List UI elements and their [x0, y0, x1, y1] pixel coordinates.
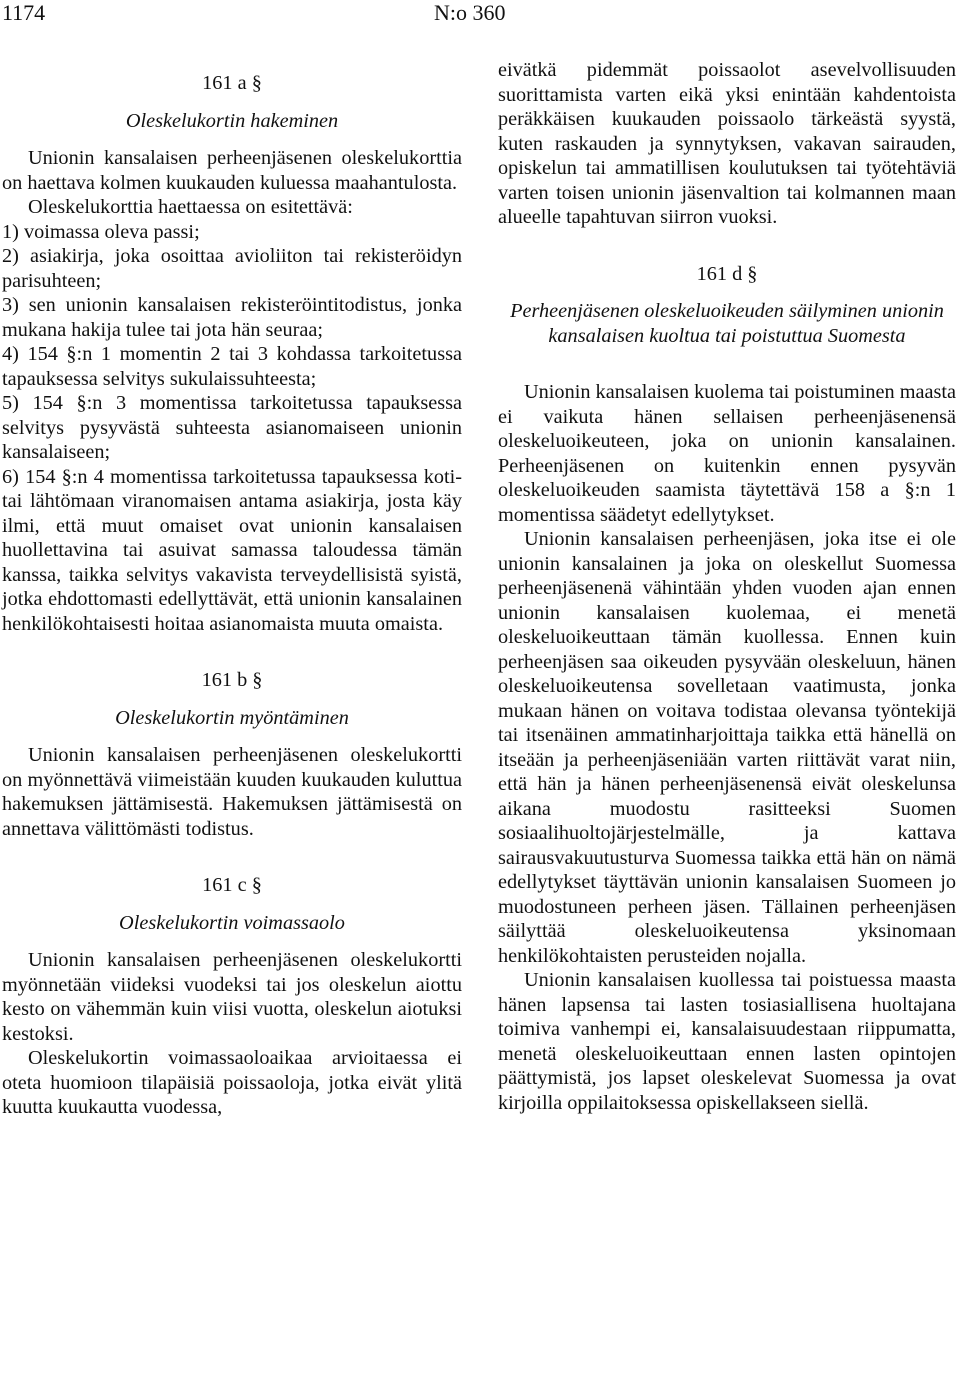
page-number: 1174: [2, 0, 46, 25]
issue-number: N:o 360: [434, 0, 506, 25]
list-item: 5) 154 §:n 3 momentissa tarkoitetussa tapauksessa selvitys pysyvästä suhteesta asianomaiseen unionin kansalaiseen;: [2, 392, 462, 463]
section-161b-number: 161 b §: [201, 669, 263, 691]
section-161a-number: 161 a §: [202, 72, 262, 94]
paragraph: Unionin kansalaisen kuollessa tai poistuessa maasta hänen lapsensa tai lasten tosiasiallisena huoltajana toimiva vanhempi ei, kansalaisuudestaan riippumatta, menetä oleskeluoikeuttaan ennen lasten opintojen päättymistä, jos lapset oleskelevat Suomessa ja ovat kirjoilla oppilaitoksessa opiskellakseen siellä.: [498, 969, 956, 1114]
section-161d-title: Perheenjäsenen oleskeluoikeuden säilyminen unionin kansalaisen kuoltua tai poistuttua Suomesta: [510, 300, 944, 347]
section-161d-number: 161 d §: [696, 262, 758, 285]
paragraph: Oleskelukortin voimassaoloaikaa arvioitaessa ei oteta huomioon tilapäisiä poissaoloja, jotka eivät ylitä kuutta kuukautta vuodessa,: [2, 1047, 462, 1118]
paragraph: Oleskelukorttia haettaessa on esitettävä:: [28, 196, 353, 218]
continuation-paragraph: eivätkä pidemmät poissaolot asevelvollisuuden suorittamista varten eikä yksi enintään kahdentoista peräkkäisen kuukauden poissaolo tärkeästä syystä, kuten raskauden ja synnytyksen, vakavan sairauden, opiskelun tai ammatillisen koulutuksen tai työtehtäviä varten toisen unionin jäsenvaltion tai kolmannen maan alueelle tapahtuvan siirron vuoksi.: [498, 59, 956, 228]
list-item: 2) asiakirja, joka osoittaa avioliiton tai rekisteröidyn parisuhteen;: [2, 245, 462, 292]
list-item: 3) sen unionin kansalaisen rekisteröintitodistus, jonka mukana hakija tulee tai jota hän seuraa;: [2, 294, 462, 341]
page-header: [0, 0, 960, 30]
paragraph: Unionin kansalaisen perheenjäsenen oleskelukorttia on haettava kolmen kuukauden kuluessa maahantulosta.: [2, 147, 462, 194]
paragraph: Unionin kansalaisen kuolema tai poistuminen maasta ei vaikuta hänen sellaisen perheenjäsenensä oleskeluoikeuteen, joka on unionin kansalainen. Perheenjäsenen on kuitenkin ennen pysyvän oleskeluoikeuden saamista täytettävä 158 a §:n 1 momentissa säädetyt edellytykset.: [498, 381, 957, 526]
section-161a-title: Oleskelukortin hakeminen: [125, 109, 339, 132]
list-item: 6) 154 §:n 4 momentissa tarkoitetussa tapauksessa koti- tai lähtömaan viranomaisen antama asiakirja, josta käy ilmi, että muut omaiset ovat unionin kansalaisen huollettavina tai asuivat samassa taloudessa tämän kanssa, taikka selvitys vakavista terveydellisistä syistä, jotka ehdottomasti edellyttävät, että unionin kansalainen henkilökohtaisesti hoitaa asianomaista muuta omaista.: [2, 465, 462, 635]
section-161c-title: Oleskelukortin voimassaolo: [119, 911, 345, 934]
section-161c-number: 161 c §: [202, 874, 262, 896]
paragraph: Unionin kansalaisen perheenjäsenen oleskelukortti on myönnettävä viimeistään kuuden kuukauden kuluttua hakemuksen jättämisestä. Hakemuksen jättämisestä on annettava välittömästi todistus.: [2, 744, 462, 840]
right-column: [498, 58, 956, 1115]
paragraph: Unionin kansalaisen perheenjäsen, joka itse ei ole unionin kansalainen ja joka on oleskellut Suomessa perheenjäsenenä vähintään yhden vuoden ajan ennen unionin kansalaisen kuolemaa, ei menetä oleskeluoikeuttaan tämän kuollessa. Ennen kuin perheenjäsen saa oikeuden pysyvään oleskeluun, hänen oleskeluoikeutensa sovelletaan vaatimusta, jonka mukaan hänen on voitava todistaa olevansa työntekijä tai itsenäinen ammatinharjoittaja taikka että hänellä on itseään ja perheenjäseniään varten riittävät varat niin, että hän ja hänen perheenjäsenensä eivät oleskelunsa aikana muodostu rasitteeksi Suomen sosiaalihuoltojärjestelmälle, ja kattava sairausvakuutusturva Suomessa taikka että hän on nämä edellytykset täyttävän unionin kansalaisen Suomeen jo muodostuneen perheen jäsen. Tällainen perheenjäsen säilyttää oleskeluoikeutensa yksinomaan henkilökohtaisten perusteiden nojalla.: [498, 528, 956, 967]
left-column: [2, 58, 462, 1120]
list-item: 1) voimassa oleva passi;: [2, 220, 200, 243]
section-161b-title: Oleskelukortin myöntäminen: [115, 706, 349, 729]
paragraph: Unionin kansalaisen perheenjäsenen oleskelukortti myönnetään viideksi vuodeksi tai jos oleskelun aiottu kesto on vähemmän kuin viisi vuotta, oleskelun aiotuksi kestoksi.: [2, 949, 462, 1045]
list-item: 4) 154 §:n 1 momentin 2 tai 3 kohdassa tarkoitetussa tapauksessa selvitys sukulaissuhteesta;: [2, 343, 462, 390]
